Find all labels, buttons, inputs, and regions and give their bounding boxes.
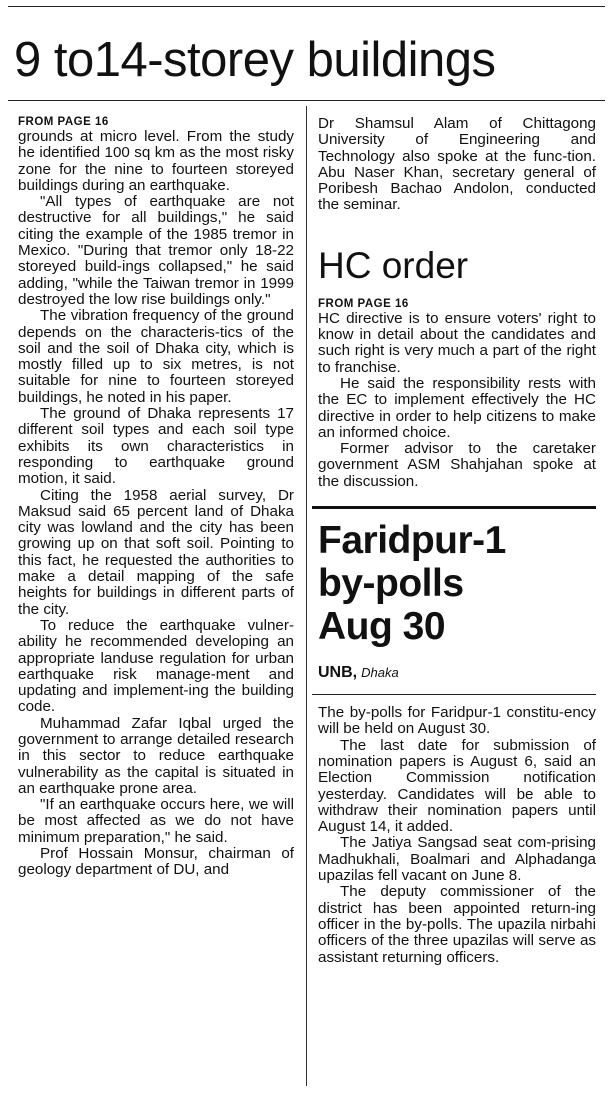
faridpur-headline-line-1: Faridpur-1 bbox=[318, 519, 506, 563]
left-paragraph-6: To reduce the earthquake vulner-ability he recommended developing an appropriate landuse regulation for urban earthquake risk manage-ment and updating and implement-ing the building code. bbox=[18, 616, 294, 716]
byline-rule bbox=[312, 694, 596, 695]
column-divider bbox=[306, 106, 307, 1086]
faridpur-headline-line-2: by-polls bbox=[318, 562, 464, 606]
faridpur-paragraph-3: The Jatiya Sangsad seat com-prising Madhukhali, Boalmari and Alphadanga upazilas fell vacant on June 8. bbox=[318, 834, 596, 885]
left-paragraph-8: "If an earthquake occurs here, we will be most affected as we do not have minimum preparation," he said. bbox=[18, 796, 294, 846]
byline-agency: UNB, bbox=[318, 664, 358, 682]
left-paragraph-4: The ground of Dhaka represents 17 different soil types and each soil type exhibits its own characteristics in responding to earthquake ground motion, it said. bbox=[18, 405, 294, 488]
hc-kicker: FROM PAGE 16 bbox=[318, 297, 409, 310]
faridpur-paragraph-4: The deputy commissioner of the district has been appointed return-ing officer in the by-polls. The upazila nirbahi officers of the three upazilas will serve as assistant returning officers. bbox=[318, 883, 596, 966]
main-headline: 9 to14-storey buildings bbox=[14, 33, 496, 87]
faridpur-headline bbox=[318, 519, 596, 648]
faridpur-headline-line-3: Aug 30 bbox=[318, 605, 446, 649]
hc-paragraph-2: He said the responsibility rests with the EC to implement effectively the HC directive in order to help citizens to make an informed choice. bbox=[318, 374, 596, 441]
hc-paragraph-3: Former advisor to the caretaker government ASM Shahjahan spoke at the discussion. bbox=[318, 440, 596, 490]
left-column bbox=[18, 116, 294, 879]
continuation-paragraph: Dr Shamsul Alam of Chittagong University of Engineering and Technology also spoke at the func-tion. Abu Naser Khan, secretary general of Poribesh Bachao Andolon, conducted the seminar. bbox=[318, 115, 596, 214]
hc-order-headline: HC order bbox=[318, 244, 469, 286]
byline-place: Dhaka bbox=[361, 665, 399, 681]
hc-paragraph-1: HC directive is to ensure voters' right to know in detail about the candidates and such right is very much a part of the right to franchise. bbox=[318, 309, 596, 376]
story-separator-rule bbox=[312, 506, 596, 509]
top-rule bbox=[8, 6, 605, 7]
headline-rule bbox=[8, 100, 605, 101]
faridpur-paragraph-1: The by-polls for Faridpur-1 constitu-ency will be held on August 30. bbox=[318, 704, 596, 738]
left-paragraph-9: Prof Hossain Monsur, chairman of geology department of DU, and bbox=[18, 845, 294, 879]
left-kicker: FROM PAGE 16 bbox=[18, 116, 109, 128]
left-paragraph-7: Muhammad Zafar Iqbal urged the government to arrange detailed research in this sector to reduce earthquake vulnerability as the capital is situated in an earthquake prone area. bbox=[18, 714, 294, 797]
left-paragraph-5: Citing the 1958 aerial survey, Dr Maksud said 65 percent land of Dhaka city was lowland and the city has been growing up on that soft soil. Pointing to this fact, he requested the authorities to make a detail mapping of the safe heights for buildings in different parts of the city. bbox=[18, 486, 294, 618]
left-paragraph-2: "All types of earthquake are not destructive for all buildings," he said citing the example of the 1985 tremor in Mexico. "During that tremor only 18-22 storeyed build-ings collapsed," he said adding, "while the Taiwan tremor in 1999 destroyed the low rise buildings only." bbox=[18, 193, 294, 308]
left-paragraph-3: The vibration frequency of the ground depends on the characteris-tics of the soil and the soil of Dhaka city, which is mostly filled up to six metres, is not suitable for nine to fourteen storeyed buildings, he noted in his paper. bbox=[18, 307, 294, 406]
byline bbox=[318, 664, 596, 682]
faridpur-paragraph-2: The last date for submission of nomination papers is August 6, said an Election Commission notification yesterday. Candidates will be able to withdraw their nomination papers until August 14, it added. bbox=[318, 736, 596, 836]
right-column bbox=[318, 116, 596, 966]
left-paragraph-1: grounds at micro level. From the study he identified 100 sq km as the most risky zone for the nine to fourteen storeyed buildings during an earthquake. bbox=[18, 128, 294, 194]
